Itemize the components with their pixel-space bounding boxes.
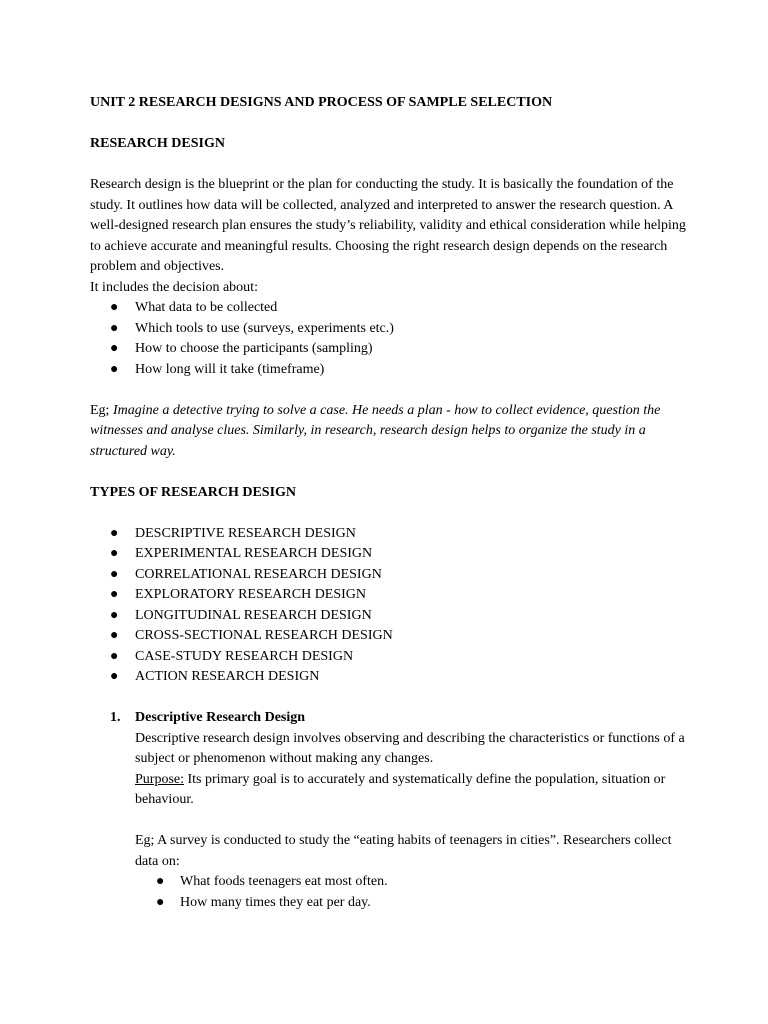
example-text: Imagine a detective trying to solve a case. He needs a plan - how to collect evidence, question the witnesses and analyse clues. Similarly, in research, research design helps to organize the study in a structured way. xyxy=(90,402,661,459)
list-item: ● CROSS-SECTIONAL RESEARCH DESIGN xyxy=(90,626,690,647)
descriptive-title: Descriptive Research Design xyxy=(135,710,306,725)
section-title-types: TYPES OF RESEARCH DESIGN xyxy=(90,484,297,500)
bullet-icon: ● xyxy=(110,361,119,377)
list-item: ● How long will it take (timeframe) xyxy=(90,360,690,381)
intro-paragraph: Research design is the blueprint or the plan for conducting the study. It is basically the foundation of the study. It outlines how data will be collected, analyzed and interpreted to answer the research question. A well-designed research plan ensures the study’s reliability, validity and ethical consideration while helping to achieve accurate and meaningful results. Choosing the right research design depends on the research problem and objectives. xyxy=(90,177,686,274)
list-item: ● LONGITUDINAL RESEARCH DESIGN xyxy=(90,606,690,627)
purpose-label: Purpose: xyxy=(135,771,184,787)
bullet-icon: ● xyxy=(110,587,119,602)
bullet-icon: ● xyxy=(110,341,119,356)
descriptive-example-list xyxy=(90,872,690,913)
example-prefix: Eg; xyxy=(90,402,113,418)
bullet-icon: ● xyxy=(110,525,119,541)
descriptive-example: Eg; A survey is conducted to study the “eating habits of teenagers in cities”. Researchers collect data on: xyxy=(135,833,672,869)
bullet-icon: ● xyxy=(156,874,165,889)
list-item: ● What data to be collected xyxy=(90,298,690,319)
purpose-paragraph xyxy=(135,770,690,811)
bullet-icon: ● xyxy=(156,894,165,910)
bullet-icon: ● xyxy=(110,648,119,664)
list-item: ● How many times they eat per day. xyxy=(90,893,690,914)
unit-title: UNIT 2 RESEARCH DESIGNS AND PROCESS OF SAMPLE SELECTION xyxy=(90,95,553,110)
decision-list xyxy=(90,298,690,380)
example-paragraph xyxy=(90,401,690,463)
decision-intro: It includes the decision about: xyxy=(90,279,258,295)
bullet-icon: ● xyxy=(110,669,119,684)
list-item: ● DESCRIPTIVE RESEARCH DESIGN xyxy=(90,524,690,545)
list-item: ● CORRELATIONAL RESEARCH DESIGN xyxy=(90,565,690,586)
section-title-research-design: RESEARCH DESIGN xyxy=(90,136,225,151)
purpose-text: Its primary goal is to accurately and systematically define the population, situation or behaviour. xyxy=(135,771,666,807)
section-number: 1. xyxy=(110,710,121,725)
list-item: ● EXPERIMENTAL RESEARCH DESIGN xyxy=(90,544,690,565)
list-item: ● Which tools to use (surveys, experiments etc.) xyxy=(90,319,690,340)
list-item: ● EXPLORATORY RESEARCH DESIGN xyxy=(90,585,690,606)
list-item: ● How to choose the participants (sampling) xyxy=(90,339,690,360)
bullet-icon: ● xyxy=(110,320,119,336)
document-page xyxy=(90,93,690,913)
descriptive-section xyxy=(90,708,690,872)
descriptive-definition: Descriptive research design involves observing and describing the characteristics or functions of a subject or phenomenon without making any changes. xyxy=(135,730,685,766)
list-item: ● What foods teenagers eat most often. xyxy=(90,872,690,893)
types-list xyxy=(90,524,690,688)
bullet-icon: ● xyxy=(110,546,119,561)
list-item: ● ACTION RESEARCH DESIGN xyxy=(90,667,690,688)
bullet-icon: ● xyxy=(110,566,119,582)
bullet-icon: ● xyxy=(110,607,119,623)
list-item: ● CASE-STUDY RESEARCH DESIGN xyxy=(90,647,690,668)
bullet-icon: ● xyxy=(110,628,119,643)
bullet-icon: ● xyxy=(110,300,119,315)
